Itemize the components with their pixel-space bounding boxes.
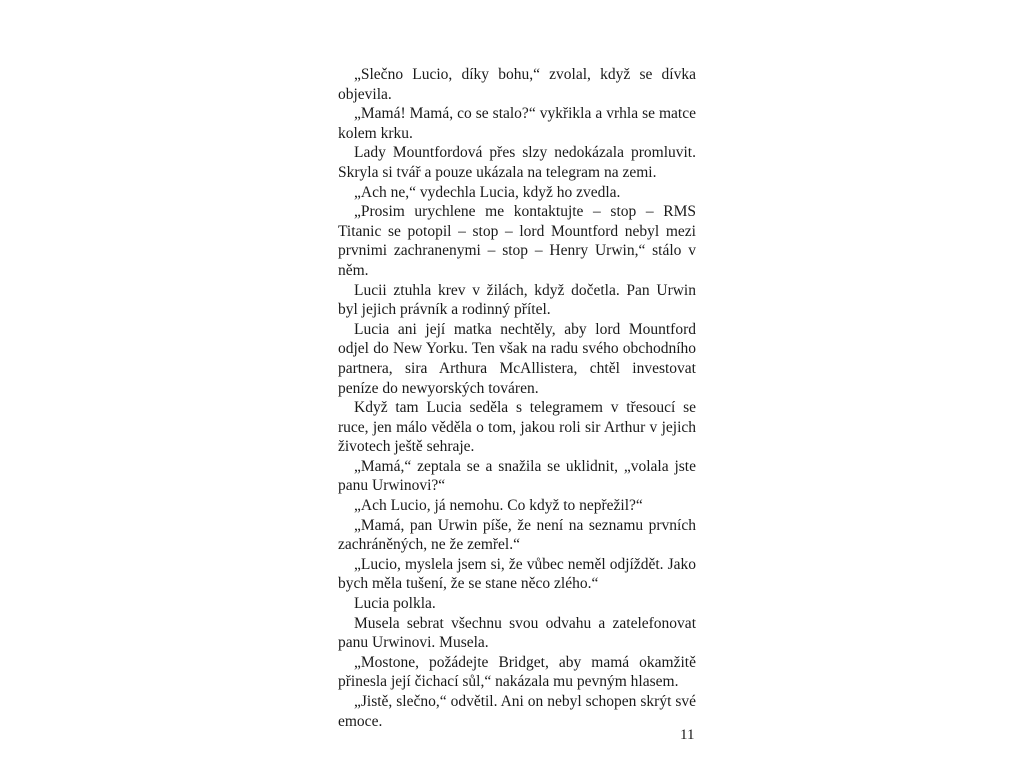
paragraph: Lucii ztuhla krev v žilách, když dočetla. Pan Urwin byl jejich právník a rodinný přítel.	[338, 281, 696, 319]
paragraph: „Ach Lucio, já nemohu. Co když to nepřežil?“	[354, 497, 643, 515]
paragraph: Lucia polkla.	[354, 595, 436, 613]
page-number: 11	[680, 727, 695, 743]
paragraph: „Mamá! Mamá, co se stalo?“ vykřikla a vrhla se matce kolem krku.	[338, 105, 696, 142]
paragraph: „Mamá, pan Urwin píše, že není na seznamu prvních zachráněných, ne že zemřel.“	[338, 516, 696, 554]
paragraph: Musela sebrat všechnu svou odvahu a zatelefonovat panu Urwinovi. Musela.	[338, 614, 696, 652]
paragraph: Lucia ani její matka nechtěly, aby lord Mountford odjel do New Yorku. Ten však na radu svého obchodního partnera, sira Arthura McAllistera, chtěl investovat peníze do newyorských továren.	[338, 320, 696, 397]
paragraph: Když tam Lucia seděla s telegramem v třesoucí se ruce, jen málo věděla o tom, jakou roli sir Arthur v jejich životech ještě sehraje.	[338, 399, 696, 456]
paragraph: „Mamá,“ zeptala se a snažila se uklidnit, „volala jste panu Urwinovi?“	[338, 457, 696, 495]
paragraph: „Prosim urychlene me kontaktujte – stop – RMS Titanic se potopil – stop – lord Mountford nebyl mezi prvnimi zachranenymi – stop – Henry Urwin,“ stálo v něm.	[338, 203, 696, 279]
paragraph: „Mostone, požádejte Bridget, aby mamá okamžitě přinesla její čichací sůl,“ nakázala mu pevným hlasem.	[338, 653, 696, 691]
paragraph: Lady Mountfordová přes slzy nedokázala promluvit. Skryla si tvář a pouze ukázala na telegram na zemi.	[338, 144, 696, 181]
paragraph: „Jistě, slečno,“ odvětil. Ani on nebyl schopen skrýt své emoce.	[338, 693, 696, 730]
body-text	[338, 65, 696, 731]
paragraph: „Lucio, myslela jsem si, že vůbec neměl odjíždět. Jako bych měla tušení, že se stane něco zlého.“	[338, 555, 696, 593]
paragraph: „Ach ne,“ vydechla Lucia, když ho zvedla.	[354, 183, 621, 201]
paragraph: „Slečno Lucio, díky bohu,“ zvolal, když se dívka objevila.	[338, 66, 696, 103]
